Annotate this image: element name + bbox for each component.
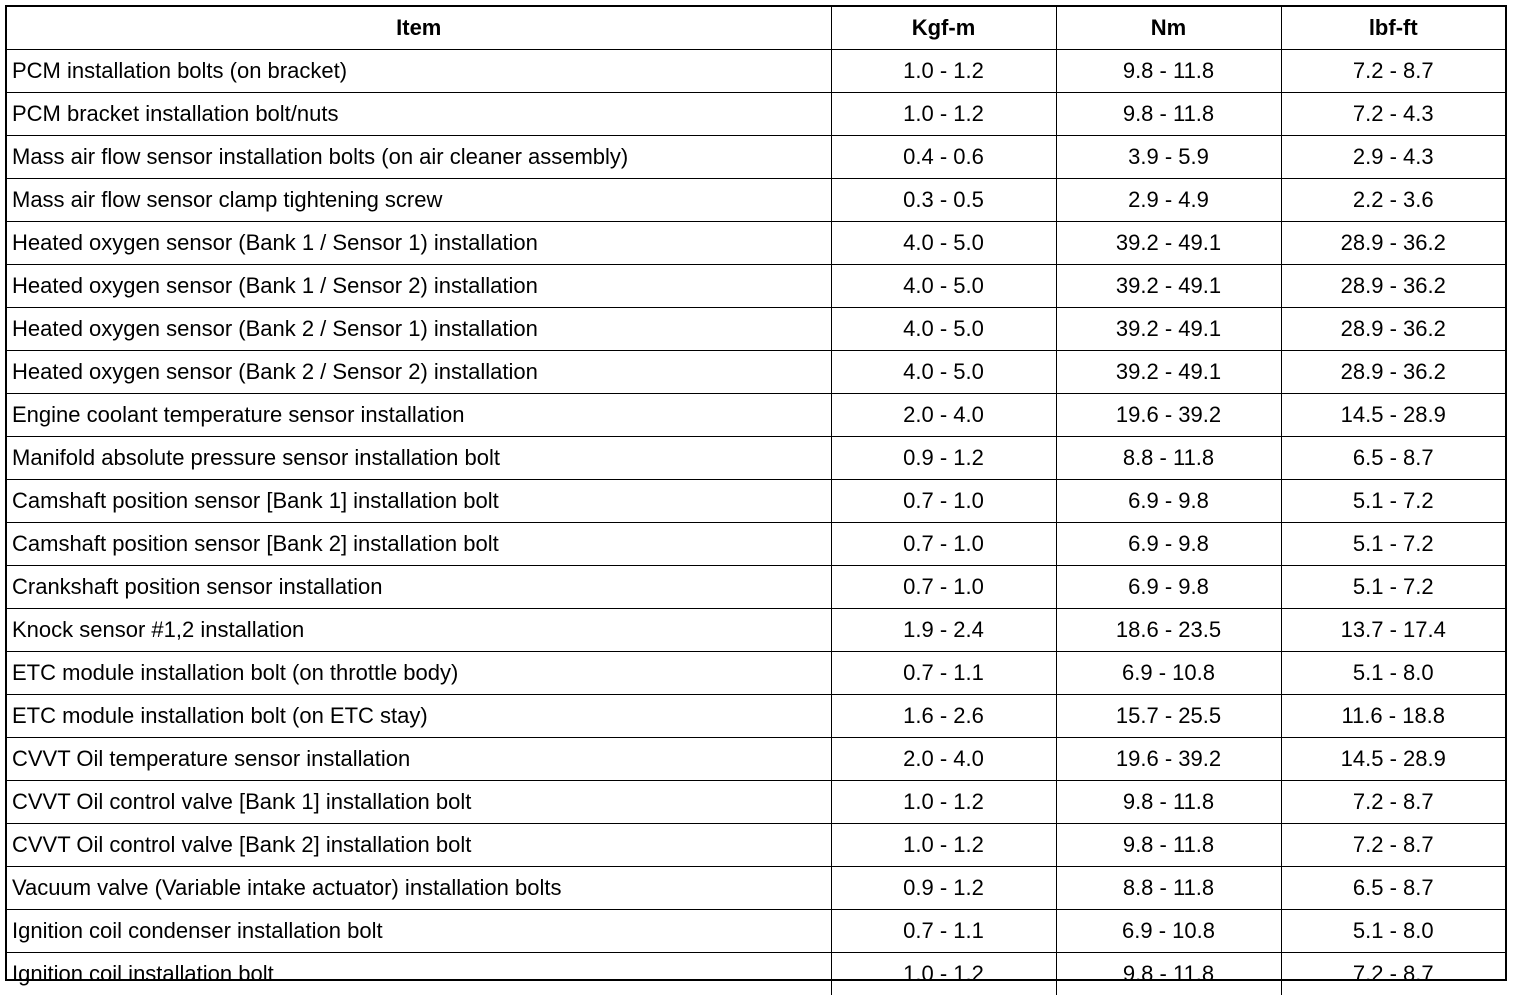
cell-nm: 8.8 - 11.8: [1056, 867, 1281, 910]
cell-kgf-m: 0.3 - 0.5: [831, 179, 1056, 222]
cell-nm: 15.7 - 25.5: [1056, 695, 1281, 738]
cell-lbf-ft: 6.5 - 8.7: [1281, 867, 1505, 910]
cell-kgf-m: 4.0 - 5.0: [831, 222, 1056, 265]
cell-lbf-ft: 5.1 - 7.2: [1281, 523, 1505, 566]
cell-kgf-m: 4.0 - 5.0: [831, 265, 1056, 308]
cell-lbf-ft: 28.9 - 36.2: [1281, 265, 1505, 308]
cell-nm: 6.9 - 9.8: [1056, 480, 1281, 523]
table-row: [7, 738, 1505, 781]
cell-kgf-m: 0.7 - 1.0: [831, 523, 1056, 566]
table-row: [7, 351, 1505, 394]
cell-kgf-m: 0.4 - 0.6: [831, 136, 1056, 179]
cell-nm: 39.2 - 49.1: [1056, 308, 1281, 351]
cell-nm: 19.6 - 39.2: [1056, 738, 1281, 781]
cell-nm: 9.8 - 11.8: [1056, 93, 1281, 136]
cell-item: Camshaft position sensor [Bank 1] installation bolt: [7, 480, 831, 523]
cell-lbf-ft: 28.9 - 36.2: [1281, 308, 1505, 351]
cell-nm: 6.9 - 10.8: [1056, 910, 1281, 953]
cell-lbf-ft: 5.1 - 7.2: [1281, 480, 1505, 523]
cell-lbf-ft: 7.2 - 8.7: [1281, 953, 1505, 995]
table-row: [7, 308, 1505, 351]
cell-item: Heated oxygen sensor (Bank 2 / Sensor 1) installation: [7, 308, 831, 351]
cell-lbf-ft: 11.6 - 18.8: [1281, 695, 1505, 738]
cell-lbf-ft: 5.1 - 8.0: [1281, 910, 1505, 953]
cell-nm: 2.9 - 4.9: [1056, 179, 1281, 222]
cell-item: PCM installation bolts (on bracket): [7, 50, 831, 93]
cell-lbf-ft: 14.5 - 28.9: [1281, 394, 1505, 437]
cell-kgf-m: 2.0 - 4.0: [831, 394, 1056, 437]
header-nm: Nm: [1056, 7, 1281, 50]
table-row: [7, 781, 1505, 824]
cell-lbf-ft: 7.2 - 4.3: [1281, 93, 1505, 136]
cell-item: ETC module installation bolt (on ETC stay): [7, 695, 831, 738]
table-row: [7, 265, 1505, 308]
cell-item: Heated oxygen sensor (Bank 1 / Sensor 1) installation: [7, 222, 831, 265]
cell-nm: 39.2 - 49.1: [1056, 222, 1281, 265]
cell-lbf-ft: 28.9 - 36.2: [1281, 351, 1505, 394]
cell-lbf-ft: 14.5 - 28.9: [1281, 738, 1505, 781]
torque-spec-table-frame: [5, 5, 1507, 981]
cell-kgf-m: 1.0 - 1.2: [831, 824, 1056, 867]
table-row: [7, 910, 1505, 953]
cell-lbf-ft: 5.1 - 7.2: [1281, 566, 1505, 609]
table-row: [7, 523, 1505, 566]
table-row: [7, 953, 1505, 995]
cell-nm: 9.8 - 11.8: [1056, 781, 1281, 824]
cell-lbf-ft: 7.2 - 8.7: [1281, 781, 1505, 824]
table-row: [7, 867, 1505, 910]
table-row: [7, 824, 1505, 867]
cell-kgf-m: 1.9 - 2.4: [831, 609, 1056, 652]
cell-nm: 6.9 - 9.8: [1056, 566, 1281, 609]
cell-kgf-m: 0.7 - 1.1: [831, 652, 1056, 695]
cell-item: CVVT Oil control valve [Bank 2] installation bolt: [7, 824, 831, 867]
cell-nm: 6.9 - 10.8: [1056, 652, 1281, 695]
cell-lbf-ft: 6.5 - 8.7: [1281, 437, 1505, 480]
cell-nm: 9.8 - 11.8: [1056, 953, 1281, 995]
cell-lbf-ft: 2.9 - 4.3: [1281, 136, 1505, 179]
cell-item: Camshaft position sensor [Bank 2] installation bolt: [7, 523, 831, 566]
table-row: [7, 222, 1505, 265]
cell-kgf-m: 1.0 - 1.2: [831, 50, 1056, 93]
table-row: [7, 93, 1505, 136]
cell-nm: 6.9 - 9.8: [1056, 523, 1281, 566]
cell-kgf-m: 4.0 - 5.0: [831, 351, 1056, 394]
table-row: [7, 179, 1505, 222]
cell-lbf-ft: 7.2 - 8.7: [1281, 824, 1505, 867]
table-row: [7, 136, 1505, 179]
table-row: [7, 437, 1505, 480]
cell-kgf-m: 0.7 - 1.0: [831, 566, 1056, 609]
cell-item: Mass air flow sensor clamp tightening screw: [7, 179, 831, 222]
cell-lbf-ft: 28.9 - 36.2: [1281, 222, 1505, 265]
table-row: [7, 652, 1505, 695]
table-row: [7, 480, 1505, 523]
table-row: [7, 566, 1505, 609]
cell-item: Vacuum valve (Variable intake actuator) installation bolts: [7, 867, 831, 910]
table-body: [7, 50, 1505, 995]
header-kgf-m: Kgf-m: [831, 7, 1056, 50]
cell-nm: 8.8 - 11.8: [1056, 437, 1281, 480]
cell-kgf-m: 1.0 - 1.2: [831, 953, 1056, 995]
cell-lbf-ft: 13.7 - 17.4: [1281, 609, 1505, 652]
cell-nm: 9.8 - 11.8: [1056, 824, 1281, 867]
table-row: [7, 609, 1505, 652]
cell-item: PCM bracket installation bolt/nuts: [7, 93, 831, 136]
cell-kgf-m: 1.0 - 1.2: [831, 781, 1056, 824]
cell-item: Ignition coil installation bolt: [7, 953, 831, 995]
cell-item: Ignition coil condenser installation bolt: [7, 910, 831, 953]
cell-item: Knock sensor #1,2 installation: [7, 609, 831, 652]
cell-nm: 3.9 - 5.9: [1056, 136, 1281, 179]
cell-kgf-m: 1.0 - 1.2: [831, 93, 1056, 136]
cell-nm: 39.2 - 49.1: [1056, 351, 1281, 394]
cell-nm: 18.6 - 23.5: [1056, 609, 1281, 652]
cell-item: Heated oxygen sensor (Bank 1 / Sensor 2) installation: [7, 265, 831, 308]
table-row: [7, 394, 1505, 437]
cell-kgf-m: 1.6 - 2.6: [831, 695, 1056, 738]
cell-kgf-m: 0.9 - 1.2: [831, 437, 1056, 480]
cell-item: Manifold absolute pressure sensor installation bolt: [7, 437, 831, 480]
cell-nm: 19.6 - 39.2: [1056, 394, 1281, 437]
table-header-row: [7, 7, 1505, 50]
cell-kgf-m: 0.9 - 1.2: [831, 867, 1056, 910]
table-row: [7, 695, 1505, 738]
cell-item: CVVT Oil control valve [Bank 1] installation bolt: [7, 781, 831, 824]
cell-lbf-ft: 7.2 - 8.7: [1281, 50, 1505, 93]
cell-item: Crankshaft position sensor installation: [7, 566, 831, 609]
header-lbf-ft: lbf-ft: [1281, 7, 1505, 50]
cell-item: Heated oxygen sensor (Bank 2 / Sensor 2) installation: [7, 351, 831, 394]
cell-lbf-ft: 5.1 - 8.0: [1281, 652, 1505, 695]
header-item: Item: [7, 7, 831, 50]
cell-kgf-m: 0.7 - 1.1: [831, 910, 1056, 953]
cell-nm: 9.8 - 11.8: [1056, 50, 1281, 93]
cell-kgf-m: 0.7 - 1.0: [831, 480, 1056, 523]
cell-item: CVVT Oil temperature sensor installation: [7, 738, 831, 781]
cell-item: Engine coolant temperature sensor installation: [7, 394, 831, 437]
cell-kgf-m: 4.0 - 5.0: [831, 308, 1056, 351]
cell-item: ETC module installation bolt (on throttle body): [7, 652, 831, 695]
torque-spec-table: [7, 7, 1505, 995]
table-row: [7, 50, 1505, 93]
cell-item: Mass air flow sensor installation bolts (on air cleaner assembly): [7, 136, 831, 179]
cell-kgf-m: 2.0 - 4.0: [831, 738, 1056, 781]
cell-nm: 39.2 - 49.1: [1056, 265, 1281, 308]
cell-lbf-ft: 2.2 - 3.6: [1281, 179, 1505, 222]
